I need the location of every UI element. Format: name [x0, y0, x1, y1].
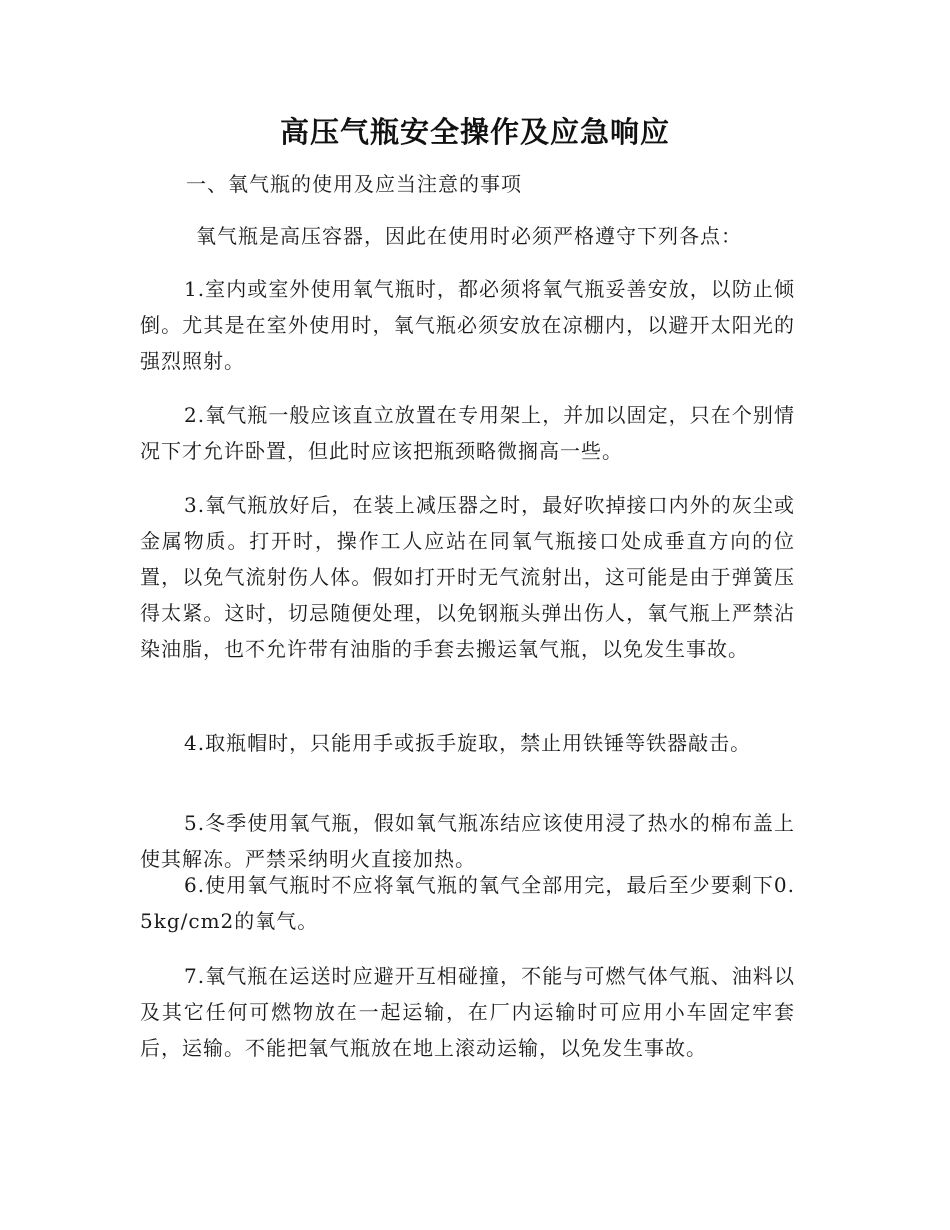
paragraph-4: 4.取瓶帽时，只能用手或扳手旋取，禁止用铁锤等铁器敲击。: [184, 731, 752, 755]
paragraph-6: 6.使用氧气瓶时不应将氧气瓶的氧气全部用完，最后至少要剩下0.5kg/cm2的氧气。: [140, 873, 795, 933]
document-title: 高压气瓶安全操作及应急响应: [279, 115, 670, 149]
paragraph-3: 3.氧气瓶放好后，在装上减压器之时，最好吹掉接口内外的灰尘或金属物质。打开时，操作工人应站在同氧气瓶接口处成垂直方向的位置，以免气流射伤人体。假如打开时无气流射出，这可能是由于弹簧压得太紧。这时，切忌随便处理，以免钢瓶头弹出伤人，氧气瓶上严禁沾染油脂，也不允许带有油脂的手套去搬运氧气瓶，以免发生事故。: [140, 493, 795, 661]
paragraph-5: 5.冬季使用氧气瓶，假如氧气瓶冻结应该使用浸了热水的棉布盖上使其解冻。严禁采纳明火直接加热。: [140, 811, 795, 871]
intro-paragraph: 氧气瓶是高压容器，因此在使用时必须严格遵守下列各点：: [196, 224, 742, 248]
paragraph-1: 1.室内或室外使用氧气瓶时，都必须将氧气瓶妥善安放，以防止倾倒。尤其是在室外使用时，氧气瓶必须安放在凉棚内，以避开太阳光的强烈照射。: [140, 277, 795, 373]
paragraph-7: 7.氧气瓶在运送时应避开互相碰撞，不能与可燃气体气瓶、油料以及其它任何可燃物放在一起运输，在厂内运输时可应用小车固定牢套后，运输。不能把氧气瓶放在地上滚动运输，以免发生事故。: [140, 964, 795, 1060]
paragraph-2: 2.氧气瓶一般应该直立放置在专用架上，并加以固定，只在个别情况下才允许卧置，但此时应该把瓶颈略微搁高一些。: [140, 403, 795, 463]
section-heading: 一、氧气瓶的使用及应当注意的事项: [186, 172, 522, 196]
